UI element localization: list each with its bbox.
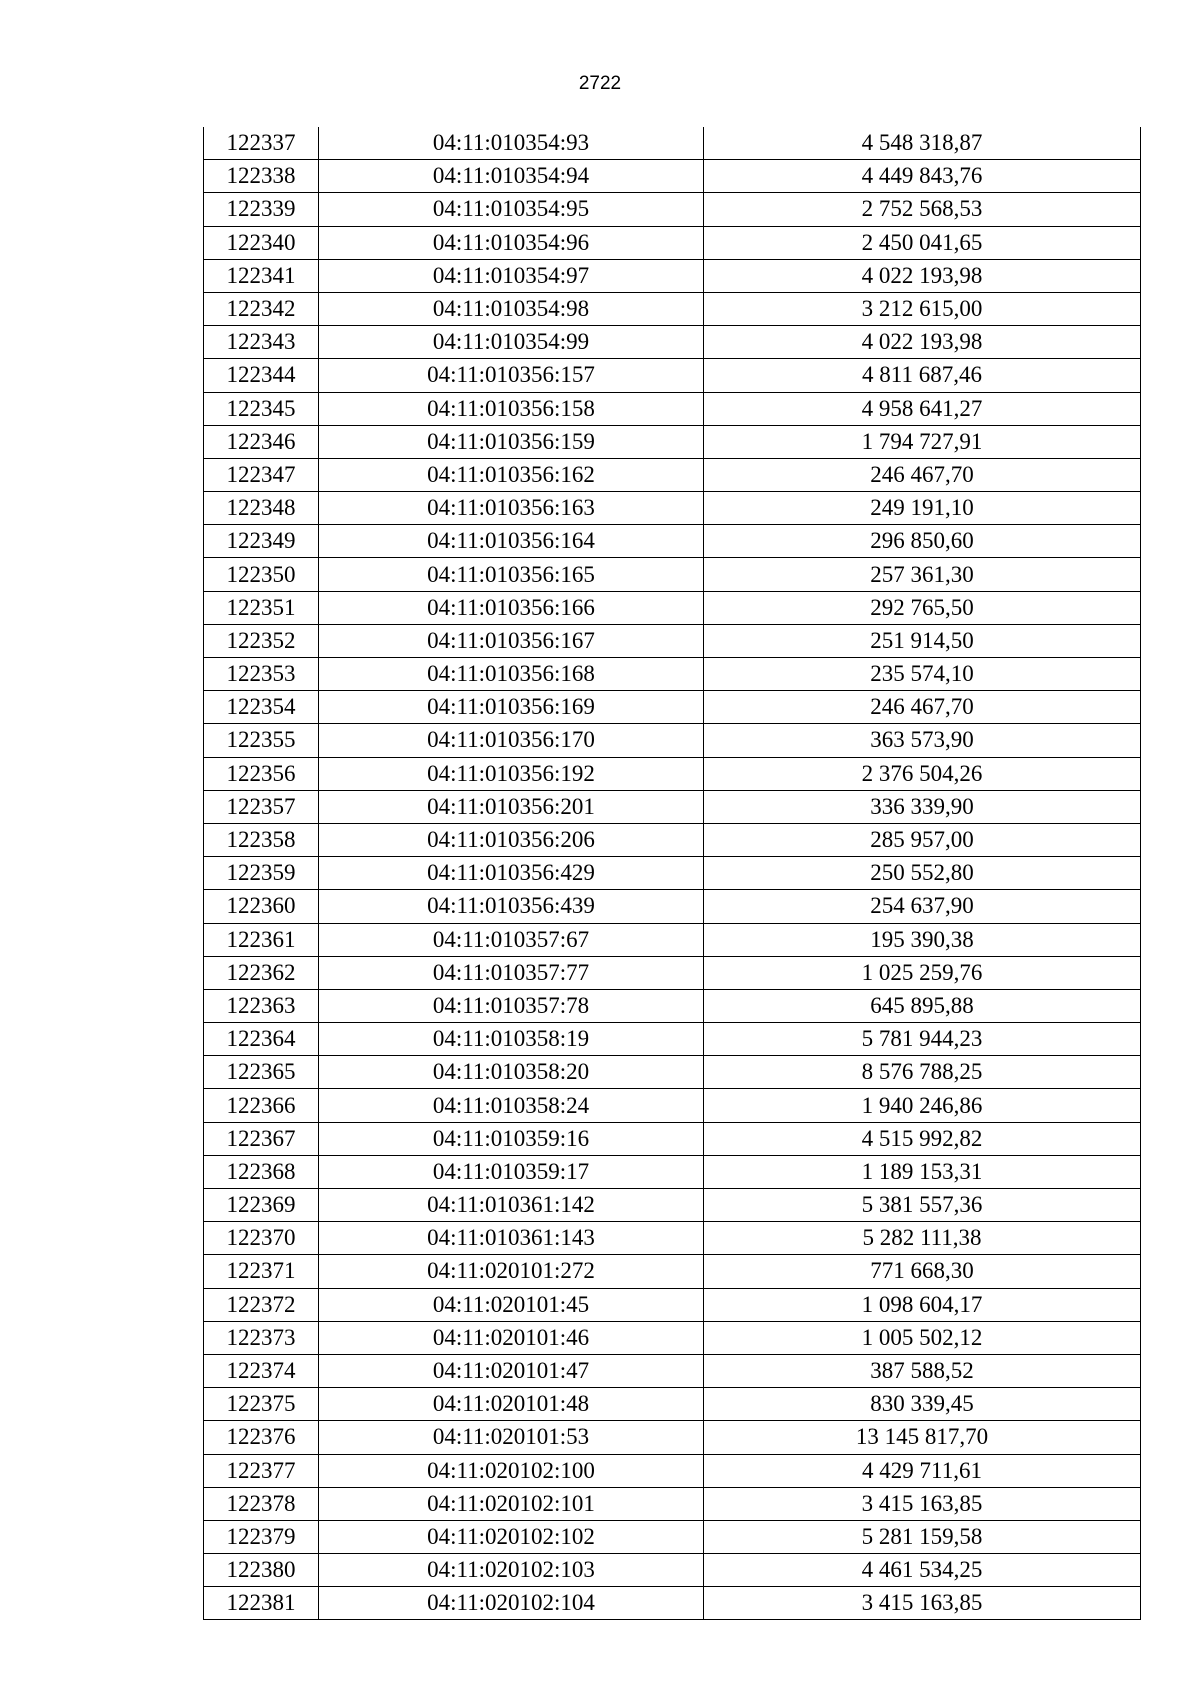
row-number-cell: 122350 xyxy=(204,558,319,591)
cadastral-number-cell: 04:11:010357:77 xyxy=(319,956,704,989)
table-row xyxy=(204,691,1141,724)
row-number-cell: 122372 xyxy=(204,1288,319,1321)
cadastral-value-cell: 2 450 041,65 xyxy=(704,226,1141,259)
cadastral-number-cell: 04:11:020102:102 xyxy=(319,1520,704,1553)
table-row xyxy=(204,558,1141,591)
cadastral-number-cell: 04:11:010359:16 xyxy=(319,1122,704,1155)
table-row xyxy=(204,624,1141,657)
cadastral-number-cell: 04:11:020101:48 xyxy=(319,1388,704,1421)
table-row xyxy=(204,359,1141,392)
row-number-cell: 122338 xyxy=(204,160,319,193)
cadastral-number-cell: 04:11:010358:24 xyxy=(319,1089,704,1122)
table-row xyxy=(204,1155,1141,1188)
table-row xyxy=(204,1189,1141,1222)
row-number-cell: 122357 xyxy=(204,790,319,823)
cadastral-value-cell: 2 752 568,53 xyxy=(704,193,1141,226)
cadastral-number-cell: 04:11:020101:46 xyxy=(319,1321,704,1354)
cadastral-value-cell: 4 429 711,61 xyxy=(704,1454,1141,1487)
cadastral-number-cell: 04:11:010354:93 xyxy=(319,127,704,160)
cadastral-number-cell: 04:11:010357:67 xyxy=(319,923,704,956)
row-number-cell: 122342 xyxy=(204,292,319,325)
cadastral-value-cell: 4 958 641,27 xyxy=(704,392,1141,425)
table-row xyxy=(204,1056,1141,1089)
table-row xyxy=(204,757,1141,790)
row-number-cell: 122344 xyxy=(204,359,319,392)
cadastral-value-cell: 4 461 534,25 xyxy=(704,1554,1141,1587)
cadastral-number-cell: 04:11:010361:142 xyxy=(319,1189,704,1222)
row-number-cell: 122370 xyxy=(204,1222,319,1255)
cadastral-value-cell: 363 573,90 xyxy=(704,724,1141,757)
cadastral-value-cell: 5 781 944,23 xyxy=(704,1023,1141,1056)
row-number-cell: 122377 xyxy=(204,1454,319,1487)
row-number-cell: 122351 xyxy=(204,591,319,624)
row-number-cell: 122376 xyxy=(204,1421,319,1454)
cadastral-number-cell: 04:11:020101:47 xyxy=(319,1354,704,1387)
row-number-cell: 122345 xyxy=(204,392,319,425)
cadastral-value-cell: 4 022 193,98 xyxy=(704,259,1141,292)
row-number-cell: 122379 xyxy=(204,1520,319,1553)
cadastral-value-cell: 13 145 817,70 xyxy=(704,1421,1141,1454)
cadastral-value-cell: 830 339,45 xyxy=(704,1388,1141,1421)
row-number-cell: 122343 xyxy=(204,326,319,359)
cadastral-value-cell: 1 025 259,76 xyxy=(704,956,1141,989)
table-row xyxy=(204,591,1141,624)
cadastral-value-cell: 1 005 502,12 xyxy=(704,1321,1141,1354)
cadastral-value-cell: 296 850,60 xyxy=(704,525,1141,558)
table-row xyxy=(204,1520,1141,1553)
cadastral-value-cell: 387 588,52 xyxy=(704,1354,1141,1387)
cadastral-value-cell: 235 574,10 xyxy=(704,658,1141,691)
row-number-cell: 122348 xyxy=(204,492,319,525)
cadastral-value-cell: 257 361,30 xyxy=(704,558,1141,591)
cadastral-value-cell: 3 415 163,85 xyxy=(704,1587,1141,1620)
cadastral-number-cell: 04:11:010354:96 xyxy=(319,226,704,259)
cadastral-number-cell: 04:11:010354:97 xyxy=(319,259,704,292)
cadastral-value-cell: 1 794 727,91 xyxy=(704,425,1141,458)
table-row xyxy=(204,923,1141,956)
cadastral-value-cell: 1 189 153,31 xyxy=(704,1155,1141,1188)
table-row xyxy=(204,857,1141,890)
cadastral-number-cell: 04:11:010356:157 xyxy=(319,359,704,392)
table-row xyxy=(204,458,1141,491)
cadastral-value-cell: 4 449 843,76 xyxy=(704,160,1141,193)
cadastral-number-cell: 04:11:020102:101 xyxy=(319,1487,704,1520)
cadastral-value-cell: 4 022 193,98 xyxy=(704,326,1141,359)
table-row xyxy=(204,226,1141,259)
row-number-cell: 122375 xyxy=(204,1388,319,1421)
table-row xyxy=(204,193,1141,226)
cadastral-number-cell: 04:11:010356:429 xyxy=(319,857,704,890)
row-number-cell: 122337 xyxy=(204,127,319,160)
row-number-cell: 122366 xyxy=(204,1089,319,1122)
cadastral-number-cell: 04:11:010356:169 xyxy=(319,691,704,724)
table-row xyxy=(204,1554,1141,1587)
table-row xyxy=(204,326,1141,359)
cadastral-value-cell: 3 415 163,85 xyxy=(704,1487,1141,1520)
row-number-cell: 122341 xyxy=(204,259,319,292)
page-number: 2722 xyxy=(578,73,622,94)
row-number-cell: 122365 xyxy=(204,1056,319,1089)
cadastral-number-cell: 04:11:010354:99 xyxy=(319,326,704,359)
cadastral-number-cell: 04:11:010356:439 xyxy=(319,890,704,923)
row-number-cell: 122380 xyxy=(204,1554,319,1587)
table-row xyxy=(204,1288,1141,1321)
table-row xyxy=(204,525,1141,558)
table-row xyxy=(204,1388,1141,1421)
table-row xyxy=(204,1587,1141,1620)
row-number-cell: 122364 xyxy=(204,1023,319,1056)
row-number-cell: 122368 xyxy=(204,1155,319,1188)
cadastral-value-cell: 195 390,38 xyxy=(704,923,1141,956)
cadastral-value-cell: 336 339,90 xyxy=(704,790,1141,823)
table-row xyxy=(204,425,1141,458)
table-row xyxy=(204,1321,1141,1354)
row-number-cell: 122367 xyxy=(204,1122,319,1155)
cadastral-number-cell: 04:11:010356:163 xyxy=(319,492,704,525)
cadastral-number-cell: 04:11:010356:170 xyxy=(319,724,704,757)
cadastral-value-cell: 1 098 604,17 xyxy=(704,1288,1141,1321)
cadastral-number-cell: 04:11:010354:98 xyxy=(319,292,704,325)
row-number-cell: 122353 xyxy=(204,658,319,691)
table-row xyxy=(204,492,1141,525)
cadastral-value-cell: 251 914,50 xyxy=(704,624,1141,657)
cadastral-number-cell: 04:11:010356:206 xyxy=(319,823,704,856)
cadastral-value-cell: 4 811 687,46 xyxy=(704,359,1141,392)
row-number-cell: 122363 xyxy=(204,989,319,1022)
cadastral-number-cell: 04:11:020102:103 xyxy=(319,1554,704,1587)
row-number-cell: 122381 xyxy=(204,1587,319,1620)
cadastral-value-cell: 4 548 318,87 xyxy=(704,127,1141,160)
cadastral-number-cell: 04:11:010356:158 xyxy=(319,392,704,425)
table-row xyxy=(204,160,1141,193)
cadastral-number-cell: 04:11:010358:20 xyxy=(319,1056,704,1089)
cadastral-number-cell: 04:11:010359:17 xyxy=(319,1155,704,1188)
cadastral-number-cell: 04:11:010356:201 xyxy=(319,790,704,823)
table-row xyxy=(204,1222,1141,1255)
row-number-cell: 122355 xyxy=(204,724,319,757)
row-number-cell: 122378 xyxy=(204,1487,319,1520)
cadastral-value-cell: 3 212 615,00 xyxy=(704,292,1141,325)
cadastral-number-cell: 04:11:010356:164 xyxy=(319,525,704,558)
cadastral-value-cell: 285 957,00 xyxy=(704,823,1141,856)
row-number-cell: 122373 xyxy=(204,1321,319,1354)
cadastral-number-cell: 04:11:020101:272 xyxy=(319,1255,704,1288)
table-row xyxy=(204,658,1141,691)
table-row xyxy=(204,392,1141,425)
cadastral-value-cell: 5 281 159,58 xyxy=(704,1520,1141,1553)
table-row xyxy=(204,1255,1141,1288)
table-row xyxy=(204,890,1141,923)
cadastral-number-cell: 04:11:010358:19 xyxy=(319,1023,704,1056)
table-row xyxy=(204,724,1141,757)
cadastral-number-cell: 04:11:010356:166 xyxy=(319,591,704,624)
cadastral-value-table xyxy=(203,127,1141,1620)
cadastral-value-cell: 4 515 992,82 xyxy=(704,1122,1141,1155)
cadastral-value-cell: 8 576 788,25 xyxy=(704,1056,1141,1089)
cadastral-value-cell: 2 376 504,26 xyxy=(704,757,1141,790)
cadastral-value-cell: 645 895,88 xyxy=(704,989,1141,1022)
cadastral-number-cell: 04:11:020101:53 xyxy=(319,1421,704,1454)
row-number-cell: 122374 xyxy=(204,1354,319,1387)
table-row xyxy=(204,1487,1141,1520)
cadastral-number-cell: 04:11:010356:167 xyxy=(319,624,704,657)
table-row xyxy=(204,1089,1141,1122)
cadastral-value-cell: 249 191,10 xyxy=(704,492,1141,525)
cadastral-number-cell: 04:11:010356:159 xyxy=(319,425,704,458)
cadastral-number-cell: 04:11:010356:162 xyxy=(319,458,704,491)
cadastral-number-cell: 04:11:010356:168 xyxy=(319,658,704,691)
cadastral-value-cell: 5 381 557,36 xyxy=(704,1189,1141,1222)
table-row xyxy=(204,259,1141,292)
row-number-cell: 122369 xyxy=(204,1189,319,1222)
table-row xyxy=(204,1454,1141,1487)
table-row xyxy=(204,956,1141,989)
table-row xyxy=(204,1122,1141,1155)
cadastral-value-cell: 254 637,90 xyxy=(704,890,1141,923)
table-body xyxy=(204,127,1141,1620)
row-number-cell: 122362 xyxy=(204,956,319,989)
cadastral-value-cell: 5 282 111,38 xyxy=(704,1222,1141,1255)
table-row xyxy=(204,1354,1141,1387)
row-number-cell: 122349 xyxy=(204,525,319,558)
row-number-cell: 122358 xyxy=(204,823,319,856)
row-number-cell: 122347 xyxy=(204,458,319,491)
cadastral-value-cell: 1 940 246,86 xyxy=(704,1089,1141,1122)
row-number-cell: 122371 xyxy=(204,1255,319,1288)
table-row xyxy=(204,989,1141,1022)
cadastral-value-cell: 771 668,30 xyxy=(704,1255,1141,1288)
row-number-cell: 122354 xyxy=(204,691,319,724)
cadastral-value-cell: 246 467,70 xyxy=(704,458,1141,491)
table-row xyxy=(204,823,1141,856)
cadastral-value-cell: 246 467,70 xyxy=(704,691,1141,724)
row-number-cell: 122346 xyxy=(204,425,319,458)
table-row xyxy=(204,292,1141,325)
table-row xyxy=(204,1421,1141,1454)
cadastral-number-cell: 04:11:010361:143 xyxy=(319,1222,704,1255)
row-number-cell: 122352 xyxy=(204,624,319,657)
row-number-cell: 122359 xyxy=(204,857,319,890)
cadastral-number-cell: 04:11:020101:45 xyxy=(319,1288,704,1321)
table-row xyxy=(204,790,1141,823)
cadastral-number-cell: 04:11:010354:94 xyxy=(319,160,704,193)
table-row xyxy=(204,127,1141,160)
row-number-cell: 122361 xyxy=(204,923,319,956)
table-row xyxy=(204,1023,1141,1056)
cadastral-value-cell: 250 552,80 xyxy=(704,857,1141,890)
cadastral-value-cell: 292 765,50 xyxy=(704,591,1141,624)
cadastral-number-cell: 04:11:010357:78 xyxy=(319,989,704,1022)
row-number-cell: 122360 xyxy=(204,890,319,923)
row-number-cell: 122356 xyxy=(204,757,319,790)
cadastral-number-cell: 04:11:010354:95 xyxy=(319,193,704,226)
cadastral-number-cell: 04:11:020102:104 xyxy=(319,1587,704,1620)
row-number-cell: 122339 xyxy=(204,193,319,226)
row-number-cell: 122340 xyxy=(204,226,319,259)
cadastral-number-cell: 04:11:010356:165 xyxy=(319,558,704,591)
cadastral-number-cell: 04:11:020102:100 xyxy=(319,1454,704,1487)
cadastral-number-cell: 04:11:010356:192 xyxy=(319,757,704,790)
